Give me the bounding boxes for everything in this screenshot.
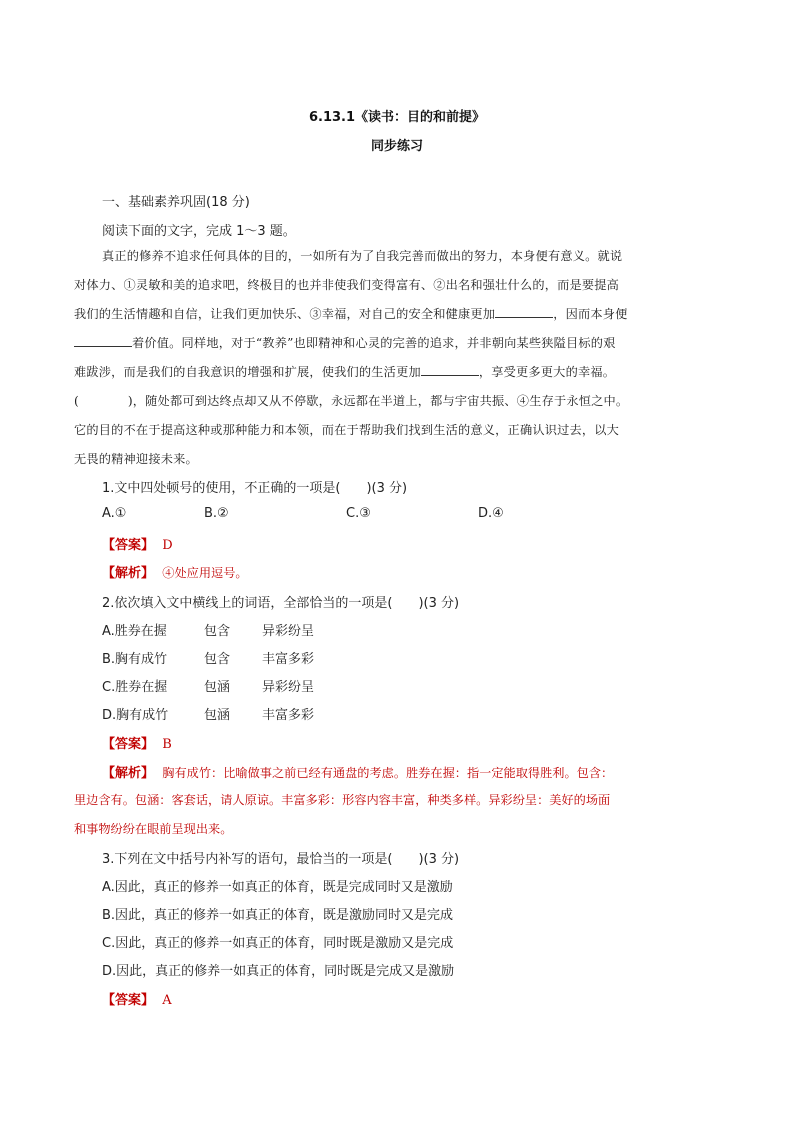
passage-line-6: ( )，随处都可到达终点却又从不停歇，永远都在半道上，都与宇宙共振、④生存于永恒之中。 [74, 394, 629, 408]
q2-option-c-1: C.胜券在握 [102, 680, 168, 695]
answer-label: 【答案】 [102, 737, 155, 752]
passage-line-8: 无畏的精神迎接未来。 [74, 452, 198, 466]
answer-value: D [162, 538, 173, 553]
passage-line-2: 对体力、①灵敏和美的追求吧，终极目的也并非使我们变得富有、②出名和强壮什么的，而是要提高 [74, 278, 620, 292]
explanation-text: ④处应用逗号。 [162, 566, 248, 580]
q2-option-c-3: 异彩纷呈 [262, 680, 315, 695]
passage-line-3a: 我们的生活情趣和自信，让我们更加快乐、③幸福，对自己的安全和健康更加 [74, 307, 496, 321]
explanation-label: 【解析】 [102, 766, 155, 781]
q3-answer [102, 989, 172, 1008]
passage-line-4-text: 着价值。同样地，对于“教养”也即精神和心灵的完善的追求，并非朝向某些狭隘目标的艰 [132, 336, 616, 350]
passage-line-7: 它的目的不在于提高这种或那种能力和本领，而在于帮助我们找到生活的意义，正确认识过去，以大 [74, 423, 620, 437]
q2-option-b-3: 丰富多彩 [262, 652, 315, 667]
answer-label: 【答案】 [102, 993, 155, 1008]
answer-value: B [162, 737, 172, 752]
q2-option-b-2: 包含 [204, 652, 231, 667]
explanation-text: 胸有成竹：比喻做事之前已经有通盘的考虑。胜券在握：指一定能取得胜利。包含： [162, 766, 614, 780]
page-subtitle: 同步练习 [370, 139, 423, 154]
section-instruction: 阅读下面的文字，完成 1～3 题。 [102, 224, 296, 239]
q2-explanation-line-1 [102, 762, 613, 781]
fill-blank-3 [421, 363, 479, 376]
q3-option-d: D.因此，真正的修养一如真正的体育，同时既是完成又是激励 [102, 964, 455, 979]
question-1-stem: 1.文中四处顿号的使用，不正确的一项是( )(3 分) [102, 481, 408, 496]
answer-label: 【答案】 [102, 538, 155, 553]
fill-blank-2 [74, 334, 132, 347]
q3-option-b: B.因此，真正的修养一如真正的体育，既是激励同时又是完成 [102, 908, 454, 923]
q1-explanation [102, 562, 248, 581]
passage-line-3 [74, 305, 720, 322]
passage-line-1: 真正的修养不追求任何具体的目的，一如所有为了自我完善而做出的努力，本身便有意义。就说 [102, 249, 623, 263]
passage-line-3b: ，因而本身便 [553, 307, 628, 321]
question-2-stem: 2.依次填入文中横线上的词语，全部恰当的一项是( )(3 分) [102, 596, 460, 611]
q1-option-b: B.② [204, 506, 229, 521]
section-heading: 一、基础素养巩固(18 分) [102, 195, 250, 210]
passage-line-5 [74, 363, 720, 380]
passage-line-5a: 难跋涉，而是我们的自我意识的增强和扩展，使我们的生活更加 [74, 365, 421, 379]
q2-option-a-1: A.胜券在握 [102, 624, 167, 639]
answer-value: A [162, 993, 172, 1008]
passage-line-5b: ，享受更多更大的幸福。 [478, 365, 616, 379]
page-title: 6.13.1《读书：目的和前提》 [308, 110, 486, 125]
q2-option-d-3: 丰富多彩 [262, 708, 315, 723]
explanation-label: 【解析】 [102, 566, 155, 581]
q2-option-c-2: 包涵 [204, 680, 231, 695]
fill-blank-1 [495, 305, 553, 318]
passage-line-4 [74, 334, 720, 351]
q2-option-d-2: 包涵 [204, 708, 231, 723]
q2-option-b-1: B.胸有成竹 [102, 652, 168, 667]
q3-option-a: A.因此，真正的修养一如真正的体育，既是完成同时又是激励 [102, 880, 453, 895]
q1-option-c: C.③ [346, 506, 371, 521]
q1-answer [102, 534, 173, 553]
q2-answer [102, 733, 172, 752]
q2-explanation-line-2: 里边含有。包涵：客套话，请人原谅。丰富多彩：形容内容丰富，种类多样。异彩纷呈：美好的场面 [74, 793, 611, 807]
q2-explanation-line-3: 和事物纷纷在眼前呈现出来。 [74, 822, 233, 836]
q2-option-a-2: 包含 [204, 624, 231, 639]
q3-option-c: C.因此，真正的修养一如真正的体育，同时既是激励又是完成 [102, 936, 454, 951]
q2-option-d-1: D.胸有成竹 [102, 708, 169, 723]
q1-option-d: D.④ [478, 506, 504, 521]
q1-option-a: A.① [102, 506, 127, 521]
question-3-stem: 3.下列在文中括号内补写的语句，最恰当的一项是( )(3 分) [102, 852, 460, 867]
q2-option-a-3: 异彩纷呈 [262, 624, 315, 639]
